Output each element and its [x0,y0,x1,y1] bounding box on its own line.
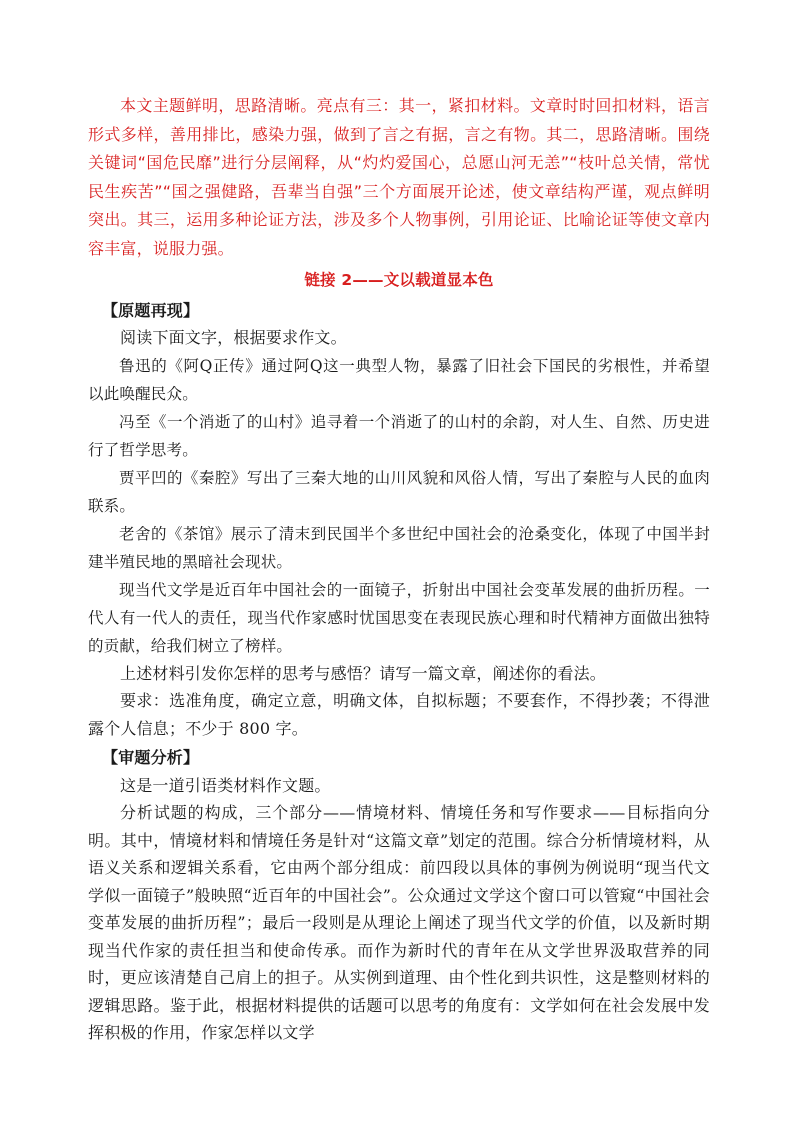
comment-paragraph: 本文主题鲜明，思路清晰。亮点有三：其一，紧扣材料。文章时时回扣材料，语言形式多样，善用排比，感染力强，做到了言之有据，言之有物。其二，思路清晰。围绕关键词“国危民靡”进行分层阐释，从“灼灼爱国心，总愿山河无恙”“枝叶总关情，常忧民生疾苦”“国之强健路，吾辈当自强”三个方面展开论述，使文章结构严谨，观点鲜明突出。其三，运用多种论证方法，涉及多个人物事例，引用论证、比喻论证等使文章内容丰富，说服力强。 [88,96,710,258]
original-heading: 【原题再现】 [102,300,200,320]
task-text: 上述材料引发你怎样的思考与感悟？请写一篇文章，阐述你的看法。 [120,663,607,683]
material-paragraph-2: 冯至《一个消逝了的山村》追寻着一个消逝了的山村的余韵，对人生、自然、历史进行了哲学思考。 [88,412,710,459]
analysis-heading: 【审题分析】 [102,748,200,767]
analysis-body: 分析试题的构成，三个部分——情境材料、情境任务和写作要求——目标指向分明。其中，情境材料和情境任务是针对“这篇文章”划定的范围。综合分析情境材料，从语义关系和逻辑关系看，它由两个部分组成：前四段以具体的事例为例说明“现当代文学似一面镜子”般映照“近百年的中国社会”。公众通过文学这个窗口可以管窥“中国社会变革发展的曲折历程”；最后一段则是从理论上阐述了现当代文学的价值，以及新时期现当代作家的责任担当和使命传承。而作为新时代的青年在从文学世界汲取营养的同时，更应该清楚自己肩上的担子。从实例到道理、由个性化到共识性，这是整则材料的逻辑思路。鉴于此，根据材料提供的话题可以思考的角度有：文学如何在社会发展中发挥积极的作用，作家怎样以文学 [88,803,710,1042]
analysis-intro: 这是一道引语类材料作文题。 [120,775,331,795]
material-paragraph-4: 老舍的《茶馆》展示了清末到民国半个多世纪中国社会的沧桑变化，体现了中国半封建半殖民地的黑暗社会现状。 [88,524,710,571]
instruction-text: 阅读下面文字，根据要求作文。 [120,328,347,347]
material-paragraph-3: 贾平凹的《秦腔》写出了三秦大地的山川风貌和风俗人情，写出了秦腔与人民的血肉联系。 [88,468,710,515]
material-paragraph-5: 现当代文学是近百年中国社会的一面镜子，折射出中国社会变革发展的曲折历程。一代人有一代人的责任，现当代作家感时忧国思变在表现民族心理和时代精神方面做出独特的贡献，给我们树立了榜样。 [88,580,710,655]
link-title: 链接 2——文以载道显本色 [304,271,494,289]
requirements-text: 要求：选准角度，确定立意，明确文体，自拟标题；不要套作，不得抄袭；不得泄露个人信息；不少于 800 字。 [88,691,710,738]
document-page [88,92,710,1047]
material-paragraph-1: 鲁迅的《阿Q正传》通过阿Q这一典型人物，暴露了旧社会下国民的劣根性，并希望以此唤醒民众。 [88,356,710,403]
